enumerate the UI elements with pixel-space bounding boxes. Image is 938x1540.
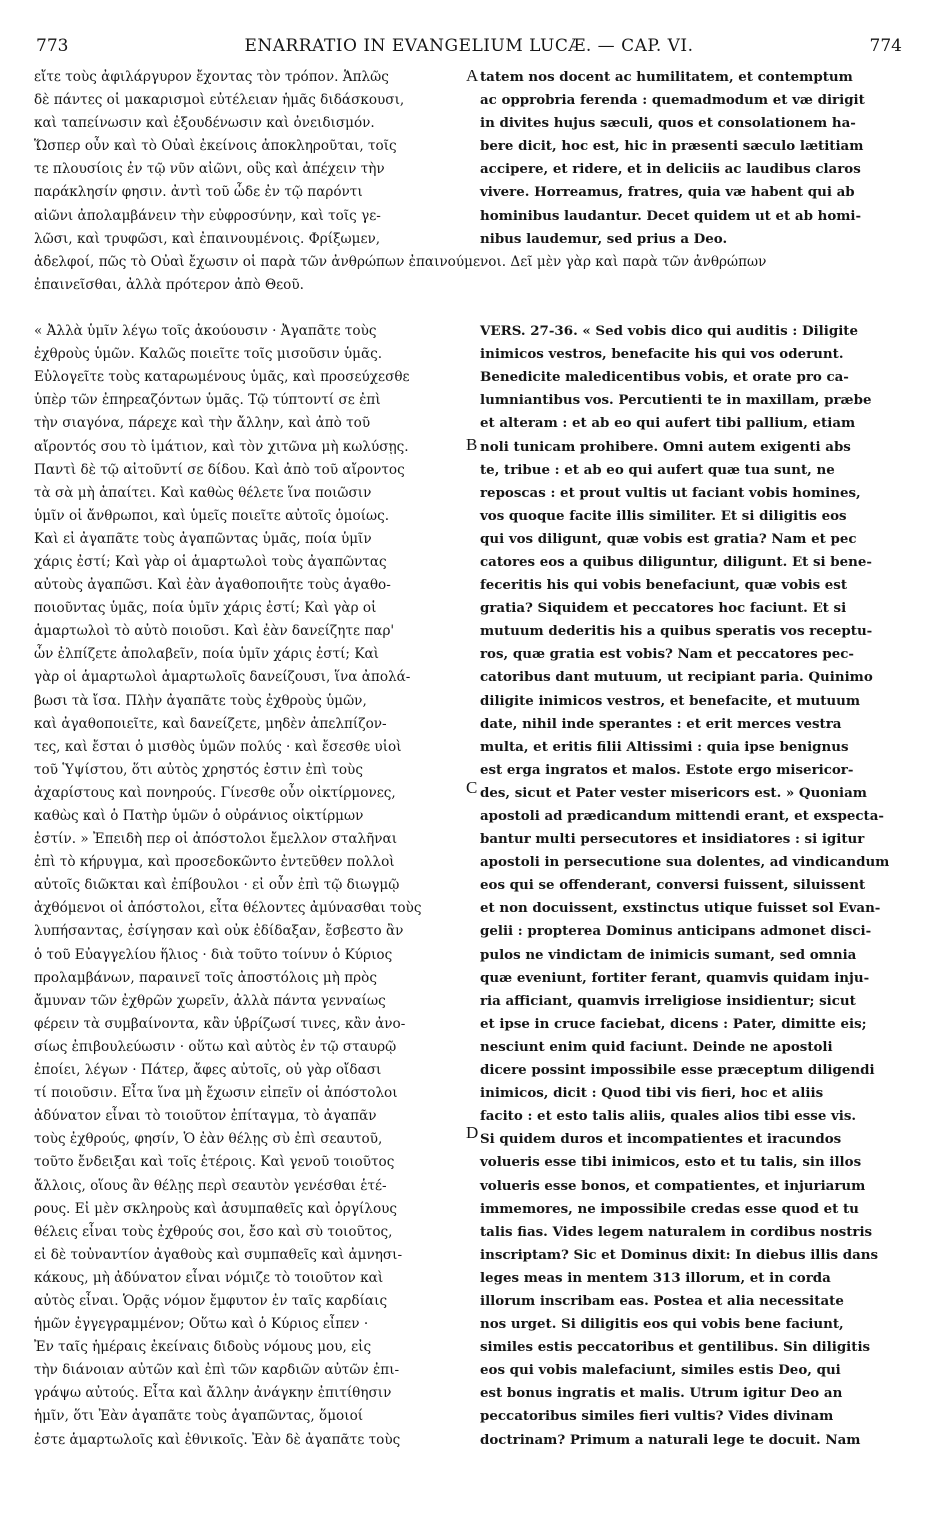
latin-text-line: volueris esse bonos, et compatientes, et injuriarum: [480, 1177, 866, 1194]
latin-text-line: vos quoque facite illis similiter. Et si diligitis eos: [480, 507, 847, 524]
page-number-left: 773: [36, 36, 69, 56]
latin-text-line: [480, 251, 908, 274]
greek-text-line: τοῦτο ἔνδειξαι καὶ τοῖς ἑτέροις. Καὶ γενοῦ τοιοῦτος: [34, 1154, 395, 1171]
greek-text-line: ἀδελφοί, πῶς τὸ Οὐαὶ ἔχωσιν οἱ παρὰ τῶν ἀνθρώπων ἐπαινούμενοι. Δεῖ μὲν γὰρ καὶ παρὰ τῶν ἀνθρώπων: [34, 253, 767, 270]
latin-text-line: apostoli in persecutione sua dolentes, ad vindicandum: [480, 854, 890, 871]
latin-text-line: gratia? Siquidem et peccatores hoc faciunt. Et si: [480, 600, 847, 617]
margin-marker-d: D: [466, 1123, 479, 1142]
greek-text-line: τί ποιοῦσιν. Εἶτα ἵνα μὴ ἔχωσιν εἰπεῖν οἱ ἀπόστολοι: [34, 1085, 398, 1102]
latin-text-line: ria afficiant, quamvis irreligiose insidientur; sicut: [480, 992, 856, 1009]
latin-text-line: similes estis peccatoribus et gentilibus. Sin diligitis: [480, 1339, 871, 1356]
greek-text-line: Ἐν ταῖς ἡμέραις ἐκείναις διδοὺς νόμους μου, εἰς: [34, 1339, 372, 1356]
latin-text-line: inscriptam? Sic et Dominus dixit: In diebus illis dans: [480, 1246, 879, 1263]
latin-text-line: [480, 297, 908, 320]
latin-text-line: immemores, ne impossibile credas esse quod et tu: [480, 1200, 859, 1217]
greek-text-line: τὰ σὰ μὴ ἀπαίτει. Καὶ καθὼς θέλετε ἵνα ποιῶσιν: [34, 484, 372, 501]
latin-text-line: facito : et esto talis aliis, quales alios tibi esse vis.: [480, 1108, 857, 1125]
latin-text-line: in divites hujus sæculi, quos et consolationem ha-: [480, 115, 856, 132]
latin-text-line: des, sicut et Pater vester misericors est. » Quoniam: [480, 784, 867, 801]
latin-text-line: inimicos, dicit : Quod tibi vis fieri, hoc et aliis: [480, 1085, 824, 1102]
greek-text-line: ἀχαρίστους καὶ πονηρούς. Γίνεσθε οὖν οἰκτίρμονες,: [34, 784, 396, 801]
greek-text-line: δὲ πάντες οἱ μακαρισμοὶ εὐτέλειαν ἡμᾶς διδάσκουσι,: [34, 92, 405, 109]
greek-text-line: ἐπαινεῖσθαι, ἀλλὰ πρότερον ἀπὸ Θεοῦ.: [34, 276, 304, 293]
greek-text-line: αἴροντός σου τὸ ἱμάτιον, καὶ τὸν χιτῶνα μὴ κωλύσῃς.: [34, 438, 409, 455]
latin-text-line: qui vos diligunt, quæ vobis est gratia? Nam et pec: [480, 530, 857, 547]
greek-text-line: ἡμῖν, ὅτι Ἐὰν ἀγαπᾶτε τοὺς ἀγαπῶντας, ὅμοιοί: [34, 1408, 364, 1425]
latin-text-line: bere dicit, hoc est, hic in præsenti sæculo lætitiam: [480, 138, 864, 155]
greek-text-line: τοὺς ἐχθρούς, φησίν, Ὁ ἐὰν θέλῃς σὺ ἐπὶ σεαυτοῦ,: [34, 1131, 383, 1148]
latin-text-line: eos qui vobis malefaciunt, similes estis Deo, qui: [480, 1362, 841, 1379]
margin-marker-c: C: [466, 778, 478, 797]
latin-text-line: nos urget. Si diligitis eos qui vobis bene faciunt,: [480, 1316, 844, 1333]
greek-text-line: Παντὶ δὲ τῷ αἰτοῦντί σε δίδου. Καὶ ἀπὸ τοῦ αἴροντος: [34, 461, 405, 478]
page-header: [36, 36, 902, 64]
greek-text-line: Ὥσπερ οὖν καὶ τὸ Οὐαὶ ἐκείνοις ἀποκληροῦται, τοῖς: [34, 138, 397, 155]
greek-text-line: ἀχθόμενοι οἱ ἀπόστολοι, εἶτα θέλοντες ἀμύνασθαι τοὺς: [34, 900, 422, 917]
greek-text-line: ρους. Εἰ μὲν σκληροὺς καὶ ἀσυμπαθεῖς καὶ ὀργίλους: [34, 1200, 398, 1217]
greek-text-line: αἰῶνι ἀπολαμβάνειν τὴν εὐφροσύνην, καὶ τοῖς γε-: [34, 207, 381, 224]
latin-text-line: hominibus laudantur. Decet quidem ut et ab homi-: [480, 207, 862, 224]
greek-text-line: ὑμῖν οἱ ἄνθρωποι, καὶ ὑμεῖς ποιεῖτε αὐτοῖς ὁμοίως.: [34, 507, 390, 524]
greek-text-line: καὶ ταπείνωσιν καὶ ἐξουδένωσιν καὶ ὀνειδισμόν.: [34, 115, 375, 132]
latin-text-line: volueris esse tibi inimicos, esto et tu talis, sin illos: [480, 1154, 862, 1171]
greek-text-line: τε πλουσίοις ἐν τῷ νῦν αἰῶνι, οὓς καὶ ἀπέχειν τὴν: [34, 161, 385, 178]
greek-text-line: Καὶ εἰ ἀγαπᾶτε τοὺς ἀγαπῶντας ὑμᾶς, ποία ὑμῖν: [34, 530, 372, 547]
latin-text-line: Benedicite maledicentibus vobis, et orate pro ca-: [480, 369, 849, 386]
latin-text-line: pulos ne vindictam de inimicis sumant, sed omnia: [480, 946, 857, 963]
latin-text-line: te, tribue : et ab eo qui aufert quæ tua sunt, ne: [480, 461, 835, 478]
latin-text-line: est bonus ingratis et malis. Utrum igitur Deo an: [480, 1385, 843, 1402]
latin-text-line: mutuum dederitis his a quibus speratis vos receptu-: [480, 623, 873, 640]
greek-text-line: χάρις ἐστί; Καὶ γὰρ οἱ ἁμαρτωλοὶ τοὺς ἀγαπῶντας: [34, 553, 387, 570]
latin-text-line: dicere possint impossibile esse præceptum diligendi: [480, 1062, 875, 1079]
greek-text-line: ὑπὲρ τῶν ἐπηρεαζόντων ὑμᾶς. Τῷ τύπτοντί σε ἐπὶ: [34, 392, 381, 409]
greek-text-line: ποιοῦντας ὑμᾶς, ποία ὑμῖν χάρις ἐστί; Καὶ γὰρ οἱ: [34, 600, 377, 617]
greek-text-line: ὁ τοῦ Εὐαγγελίου ἥλιος · διὰ τοῦτο τοίνυν ὁ Κύριος: [34, 946, 393, 963]
greek-text-line: ἐπὶ τὸ κήρυγμα, καὶ προσεδοκῶντο ἐντεῦθεν πολλοὶ: [34, 854, 395, 871]
greek-text-line: [34, 297, 474, 320]
latin-text-line: et ipse in cruce faciebat, dicens : Pater, dimitte eis;: [480, 1015, 867, 1032]
greek-text-line: παράκλησίν φησιν. ἀντὶ τοῦ ὧδε ἐν τῷ παρόντι: [34, 184, 363, 201]
greek-text-line: θέλεις εἶναι τοὺς ἐχθρούς σοι, ἔσο καὶ σὺ τοιοῦτος,: [34, 1223, 393, 1240]
latin-text-line: apostoli ad prædicandum mittendi erant, et exspecta-: [480, 808, 884, 824]
greek-text-line: λυπήσαντας, ἐσίγησαν καὶ οὐκ ἐδίδαξαν, ἔσβεστο ἂν: [34, 923, 404, 940]
latin-text-line: feceritis his qui vobis benefaciunt, quæ vobis est: [480, 577, 848, 594]
greek-text-line: ἡμῶν ἐγγεγραμμένον; Οὕτω καὶ ὁ Κύριος εἶπεν ·: [34, 1316, 369, 1333]
greek-text-line: ἐστίν. » Ἐπειδὴ περ οἱ ἀπόστολοι ἔμελλον σταλῆναι: [34, 831, 398, 848]
latin-text-line: Si quidem duros et incompatientes et iracundos: [480, 1131, 842, 1148]
latin-column: [480, 66, 908, 1452]
latin-text-line: inimicos vestros, benefacite his qui vos oderunt.: [480, 346, 844, 363]
latin-text-line: eos qui se offenderant, conversi fuissent, siluissent: [480, 877, 866, 894]
greek-text-line: ἄλλοις, οἵους ἂν θέλῃς περὶ σεαυτὸν γενέσθαι ἑτέ-: [34, 1177, 387, 1194]
greek-text-line: τὴν σιαγόνα, πάρεχε καὶ τὴν ἄλλην, καὶ ἀπὸ τοῦ: [34, 415, 371, 432]
latin-text-line: est erga ingratos et malos. Estote ergo misericor-: [480, 761, 854, 778]
latin-text-line: peccatoribus similes fieri vultis? Vides divinam: [480, 1408, 834, 1425]
greek-text-line: ἐχθροὺς ὑμῶν. Καλῶς ποιεῖτε τοῖς μισοῦσιν ὑμᾶς.: [34, 346, 383, 363]
greek-text-line: καθὼς καὶ ὁ Πατὴρ ὑμῶν ὁ οὐράνιος οἰκτίρμων: [34, 808, 364, 824]
latin-text-line: diligite inimicos vestros, et benefacite, et mutuum: [480, 692, 861, 709]
latin-text-line: lumniantibus vos. Percutienti te in maxillam, præbe: [480, 392, 872, 409]
margin-marker-a: A: [466, 66, 479, 85]
latin-text-line: VERS. 27-36. « Sed vobis dico qui auditis : Diligite: [480, 323, 859, 340]
latin-text-line: talis fias. Vides legem naturalem in cordibus nostris: [480, 1223, 873, 1240]
greek-text-line: Εὐλογεῖτε τοὺς καταρωμένους ὑμᾶς, καὶ προσεύχεσθε: [34, 369, 410, 386]
greek-text-line: σίως ἐπιβουλεύωσιν · οὕτω καὶ αὐτὸς ἐν τῷ σταυρῷ: [34, 1038, 397, 1055]
latin-text-line: vivere. Horreamus, fratres, quia væ habent qui ab: [480, 184, 855, 201]
latin-text-line: nesciunt enim quid faciunt. Deinde ne apostoli: [480, 1038, 833, 1055]
greek-text-line: βωσι τὰ ἴσα. Πλὴν ἀγαπᾶτε τοὺς ἐχθροὺς ὑμῶν,: [34, 692, 367, 709]
latin-text-line: gelii : propterea Dominus anticipans admonet disci-: [480, 923, 872, 940]
latin-text-line: leges meas in mentem 313 illorum, et in corda: [480, 1269, 831, 1286]
greek-text-line: εἰ δὲ τοὐναντίον ἀγαθοὺς καὶ συμπαθεῖς καὶ ἀμνησι-: [34, 1246, 403, 1263]
latin-text-line: noli tunicam prohibere. Omni autem exigenti abs: [480, 438, 851, 455]
latin-text-line: catores eos a quibus diliguntur, diligunt. Et si bene-: [480, 553, 872, 570]
page-number-right: 774: [869, 36, 902, 56]
latin-text-line: tatem nos docent ac humilitatem, et contemptum: [480, 69, 853, 85]
greek-text-line: λῶσι, καὶ τρυφῶσι, καὶ ἐπαινουμένοις. Φρίξωμεν,: [34, 230, 381, 247]
latin-text-line: multa, et eritis filii Altissimi : quia ipse benignus: [480, 738, 849, 755]
latin-text-line: ros, quæ gratia est vobis? Nam et peccatores pec-: [480, 646, 854, 663]
greek-text-line: ἐποίει, λέγων · Πάτερ, ἄφες αὐτοῖς, οὐ γὰρ οἴδασι: [34, 1062, 382, 1079]
greek-text-line: ὧν ἐλπίζετε ἀπολαβεῖν, ποία ὑμῖν χάρις ἐστί; Καὶ: [34, 646, 379, 663]
latin-text-line: bantur multi persecutores et insidiatores : si igitur: [480, 831, 865, 848]
latin-text-line: doctrinam? Primum a naturali lege te docuit. Nam: [480, 1431, 861, 1448]
greek-text-line: τὴν διάνοιαν αὐτῶν καὶ ἐπὶ τῶν καρδιῶν αὐτῶν ἐπι-: [34, 1362, 400, 1379]
latin-text-line: [480, 274, 908, 297]
latin-text-line: et non docuissent, exstinctus utique fuisset sol Evan-: [480, 900, 881, 917]
greek-text-line: εἴτε τοὺς ἀφιλάργυρον ἔχοντας τὸν τρόπον. Ἁπλῶς: [34, 69, 389, 85]
greek-text-line: ἁμαρτωλοὶ τὸ αὐτὸ ποιοῦσι. Καὶ ἐὰν δανείζητε παρ': [34, 623, 395, 640]
greek-text-line: φέρειν τὰ συμβαίνοντα, κἂν ὑβρίζωσί τινες, κἂν ἀνο-: [34, 1015, 406, 1032]
greek-text-line: κάκους, μὴ ἀδύνατον εἶναι νόμιζε τὸ τοιοῦτον καὶ: [34, 1269, 384, 1286]
greek-text-line: ἄμυναν τῶν ἐχθρῶν χωρεῖν, ἀλλὰ πάντα γενναίως: [34, 992, 386, 1009]
greek-text-line: ἐστε ἁμαρτωλοῖς καὶ ἐθνικοῖς. Ἐὰν δὲ ἀγαπᾶτε τοὺς: [34, 1431, 401, 1448]
greek-text-line: γράψω αὐτούς. Εἶτα καὶ ἄλλην ἀνάγκην ἐπιτίθησιν: [34, 1385, 392, 1402]
latin-text-line: reposcas : et prout vultis ut faciant vobis homines,: [480, 484, 861, 501]
greek-text-line: τοῦ Ὑψίστου, ὅτι αὐτὸς χρηστός ἐστιν ἐπὶ τοὺς: [34, 761, 363, 778]
greek-text-line: αὐτοῖς διῶκται καὶ ἐπίβουλοι · εἰ οὖν ἐπὶ τῷ διωγμῷ: [34, 877, 400, 894]
greek-text-line: αὐτὸς εἶναι. Ὁρᾷς νόμον ἔμφυτον ἐν ταῖς καρδίαις: [34, 1292, 388, 1309]
latin-text-line: quæ eveniunt, fortiter ferant, quamvis quidam inju-: [480, 969, 870, 986]
greek-text-line: ἀδύνατον εἶναι τὸ τοιοῦτον ἐπίταγμα, τὸ ἀγαπᾶν: [34, 1108, 377, 1125]
latin-text-line: illorum inscribam eas. Postea et alia necessitate: [480, 1292, 844, 1309]
greek-text-line: καὶ ἀγαθοποιεῖτε, καὶ δανείζετε, μηδὲν ἀπελπίζον-: [34, 715, 387, 732]
greek-text-line: προλαμβάνων, παραινεῖ τοῖς ἀποστόλοις μὴ πρὸς: [34, 969, 377, 986]
latin-text-line: accipere, et ridere, et in deliciis ac laudibus claros: [480, 161, 861, 178]
latin-text-line: nibus laudemur, sed prius a Deo.: [480, 230, 728, 247]
running-title: ENARRATIO IN EVANGELIUM LUCÆ. — CAP. VI.: [244, 36, 694, 56]
latin-text-line: date, nihil inde sperantes : et erit merces vestra: [480, 715, 842, 732]
greek-text-line: γὰρ οἱ ἁμαρτωλοὶ ἁμαρτωλοῖς δανείζουσι, ἵνα ἀπολά-: [34, 669, 411, 686]
latin-text-line: catoribus dant mutuum, ut recipiant paria. Quinimo: [480, 669, 873, 686]
greek-text-line: « Ἀλλὰ ὑμῖν λέγω τοῖς ἀκούουσιν · Ἀγαπᾶτε τοὺς: [34, 323, 377, 340]
greek-text-line: αὐτοὺς ἀγαπῶσι. Καὶ ἐὰν ἀγαθοποιῆτε τοὺς ἀγαθο-: [34, 577, 391, 594]
margin-marker-b: B: [466, 435, 478, 454]
latin-text-line: ac opprobria ferenda : quemadmodum et væ dirigit: [480, 92, 865, 109]
greek-text-line: τες, καὶ ἔσται ὁ μισθὸς ὑμῶν πολύς · καὶ ἔσεσθε υἱοὶ: [34, 738, 402, 755]
latin-text-line: et alteram : et ab eo qui aufert tibi pallium, etiam: [480, 415, 856, 432]
